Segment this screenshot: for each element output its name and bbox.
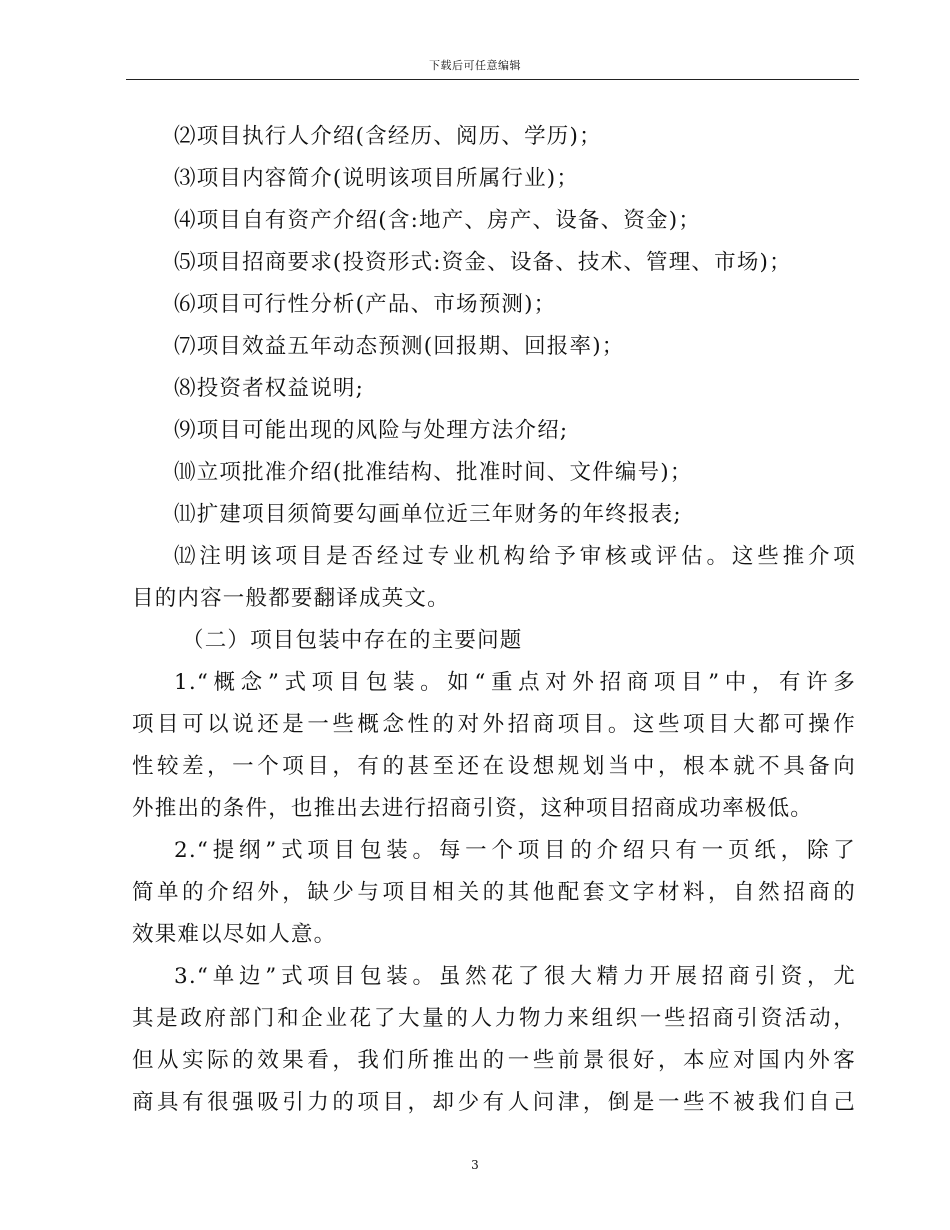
list-item: ⑼项目可能出现的风险与处理方法介绍; [174,418,569,443]
list-item: ⑺项目效益五年动态预测(回报期、回报率)； [174,334,625,359]
paragraph-line: 商具有很强吸引力的项目，却少有人问津，倒是一些不被我们自己 [132,1090,856,1115]
list-item: ⑻投资者权益说明; [174,376,365,401]
paragraph-line: 简单的介绍外，缺少与项目相关的其他配套文字材料，自然招商的 [132,880,856,905]
list-item: ⑹项目可行性分析(产品、市场预测)； [174,292,557,317]
paragraph-line: 但从实际的效果看，我们所推出的一些前景很好，本应对国内外客 [132,1048,856,1073]
paragraph-line: 1.“概念”式项目包装。如“重点对外招商项目”中，有许多 [174,670,856,695]
list-item: ⑸项目招商要求(投资形式:资金、设备、技术、管理、市场)； [174,250,792,275]
list-item: ⑷项目自有资产介绍(含:地产、房产、设备、资金)； [174,208,702,233]
page-number: 3 [471,1158,479,1172]
header-note: 下载后可任意编辑 [429,59,521,72]
list-item-12-line: 目的内容一般都要翻译成英文。 [132,586,450,611]
paragraph-line: 其是政府部门和企业花了大量的人力物力来组织一些招商引资活动， [132,1006,856,1031]
paragraph-line: 2.“提纲”式项目包装。每一个项目的介绍只有一页纸，除了 [174,838,856,863]
list-item: ⑾扩建项目须简要勾画单位近三年财务的年终报表; [174,502,682,527]
paragraph-line: 性较差，一个项目，有的甚至还在设想规划当中，根本就不具备向 [132,754,856,779]
section-heading: （二）项目包装中存在的主要问题 [182,628,523,653]
list-item: ⑶项目内容简介(说明该项目所属行业)； [174,166,580,191]
document-body [132,116,856,1124]
list-item: ⑽立项批准介绍(批准结构、批准时间、文件编号)； [174,460,693,485]
paragraph-line: 项目可以说还是一些概念性的对外招商项目。这些项目大都可操作 [132,712,856,737]
header-divider [126,79,859,80]
list-item-12-line: ⑿注明该项目是否经过专业机构给予审核或评估。这些推介项 [174,544,856,569]
paragraph-line: 效果难以尽如人意。 [132,922,337,947]
paragraph-line: 外推出的条件，也推出去进行招商引资，这种项目招商成功率极低。 [132,796,814,821]
paragraph-line: 3.“单边”式项目包装。虽然花了很大精力开展招商引资，尤 [174,964,856,989]
list-item: ⑵项目执行人介绍(含经历、阅历、学历)； [174,124,602,149]
